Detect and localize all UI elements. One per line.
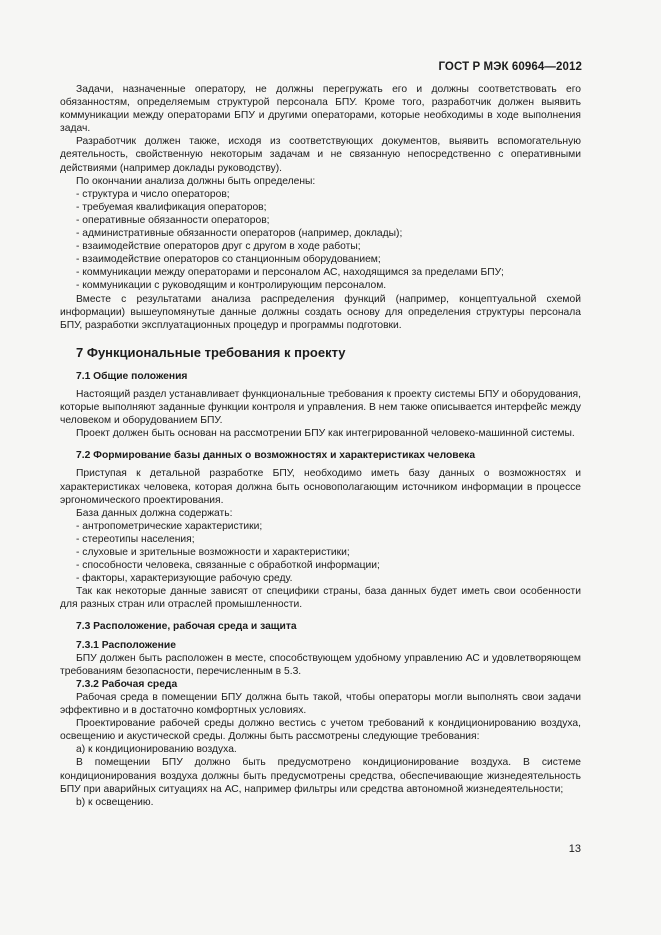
paragraph: Приступая к детальной разработке БПУ, необходимо иметь базу данных о возможностях и характеристиках человека, которая должна быть основополагающим источником информации в процессе эргономического проектирования. (60, 468, 581, 506)
list-item: - административные обязанности операторов (например, доклады); (76, 228, 403, 240)
paragraph: База данных должна содержать: (76, 507, 233, 519)
list-item: а) к кондиционированию воздуха. (76, 744, 237, 756)
clause-heading: 7.3.2 Рабочая среда (76, 678, 178, 690)
paragraph: Так как некоторые данные зависят от специфики страны, база данных будет иметь свои особенности для разных стран или отраслей промышленности. (60, 586, 581, 611)
list-item: - коммуникации между операторами и персоналом АС, находящимся за пределами БПУ; (76, 267, 504, 279)
list-item: - взаимодействие операторов со станционным оборудованием; (76, 254, 381, 266)
section-heading: 7 Функциональные требования к проекту (76, 344, 346, 360)
clause-heading: 7.3.1 Расположение (76, 639, 176, 651)
paragraph: Разработчик должен также, исходя из соответствующих документов, выявить вспомогательную деятельность, свойственную некоторым задачам и не связанную непосредственно с оперативными действиями (например доклады руководству). (60, 136, 581, 174)
list-item: - стереотипы населения; (76, 533, 195, 545)
paragraph: В помещении БПУ должно быть предусмотрено кондиционирование воздуха. В системе кондиционирования воздуха должны быть предусмотрены средства, обеспечивающие жизнедеятельность БПУ при аварийных ситуациях на АС, например фильтры или средства автономной жизнедеятельности; (60, 757, 581, 795)
list-item: - факторы, характеризующие рабочую среду. (76, 573, 293, 585)
list-item: - антропометрические характеристики; (76, 520, 263, 532)
list-item: - способности человека, связанные с обработкой информации; (76, 560, 380, 572)
document-header: ГОСТ Р МЭК 60964—2012 (438, 61, 582, 73)
paragraph: Проектирование рабочей среды должно вестись с учетом требований к кондиционированию воздуха, освещению и акустической среды. Должны быть рассмотрены следующие требования: (60, 718, 581, 743)
document-body (60, 83, 581, 809)
list-item: - структура и число операторов; (76, 188, 230, 200)
paragraph: Рабочая среда в помещении БПУ должна быть такой, чтобы операторы могли выполнять свои задачи эффективно и в достаточно комфортных условиях. (60, 691, 581, 717)
page-number: 13 (568, 843, 581, 855)
list-item: - оперативные обязанности операторов; (76, 214, 270, 226)
paragraph: Вместе с результатами анализа распределения функций (например, концептуальной схемой информации) вышеупомянутые данные должны создать основу для определения структуры персонала БПУ, разработки эксплуатационных процедур и программы подготовки. (60, 293, 581, 331)
subsection-heading: 7.3 Расположение, рабочая среда и защита (76, 621, 297, 633)
paragraph: Проект должен быть основан на рассмотрении БПУ как интегрированной человеко-машинной системы. (76, 428, 575, 440)
list-item: - слуховые и зрительные возможности и характеристики; (76, 547, 350, 558)
list-item: - взаимодействие операторов друг с другом в ходе работы; (76, 241, 361, 253)
paragraph: Задачи, назначенные оператору, не должны перегружать его и должны соответствовать его обязанностям, определяемым структурой персонала БПУ. Кроме того, разработчик должен выявить коммуникации между операторами БПУ и другими операторами, которые необходимы в ходе выполнения задач. (60, 84, 581, 135)
list-item: b) к освещению. (76, 796, 154, 808)
list-item: - коммуникации с руководящим и контролирующим персоналом. (76, 280, 387, 292)
list-item: - требуемая квалификация операторов; (76, 201, 267, 213)
paragraph: По окончании анализа должны быть определены: (76, 175, 316, 187)
paragraph: Настоящий раздел устанавливает функциональные требования к проекту системы БПУ и оборудования, которые выполняют заданные функции контроля и управления. В нем также описывается интерфейс между человеком и оборудованием БПУ. (60, 388, 581, 427)
subsection-heading: 7.1 Общие положения (76, 370, 188, 382)
subsection-heading: 7.2 Формирование базы данных о возможностях и характеристиках человека (76, 450, 476, 462)
paragraph: БПУ должен быть расположен в месте, способствующем удобному управлению АС и удовлетворяющем требованиям безопасности, перечисленным в 5.3. (60, 652, 581, 677)
